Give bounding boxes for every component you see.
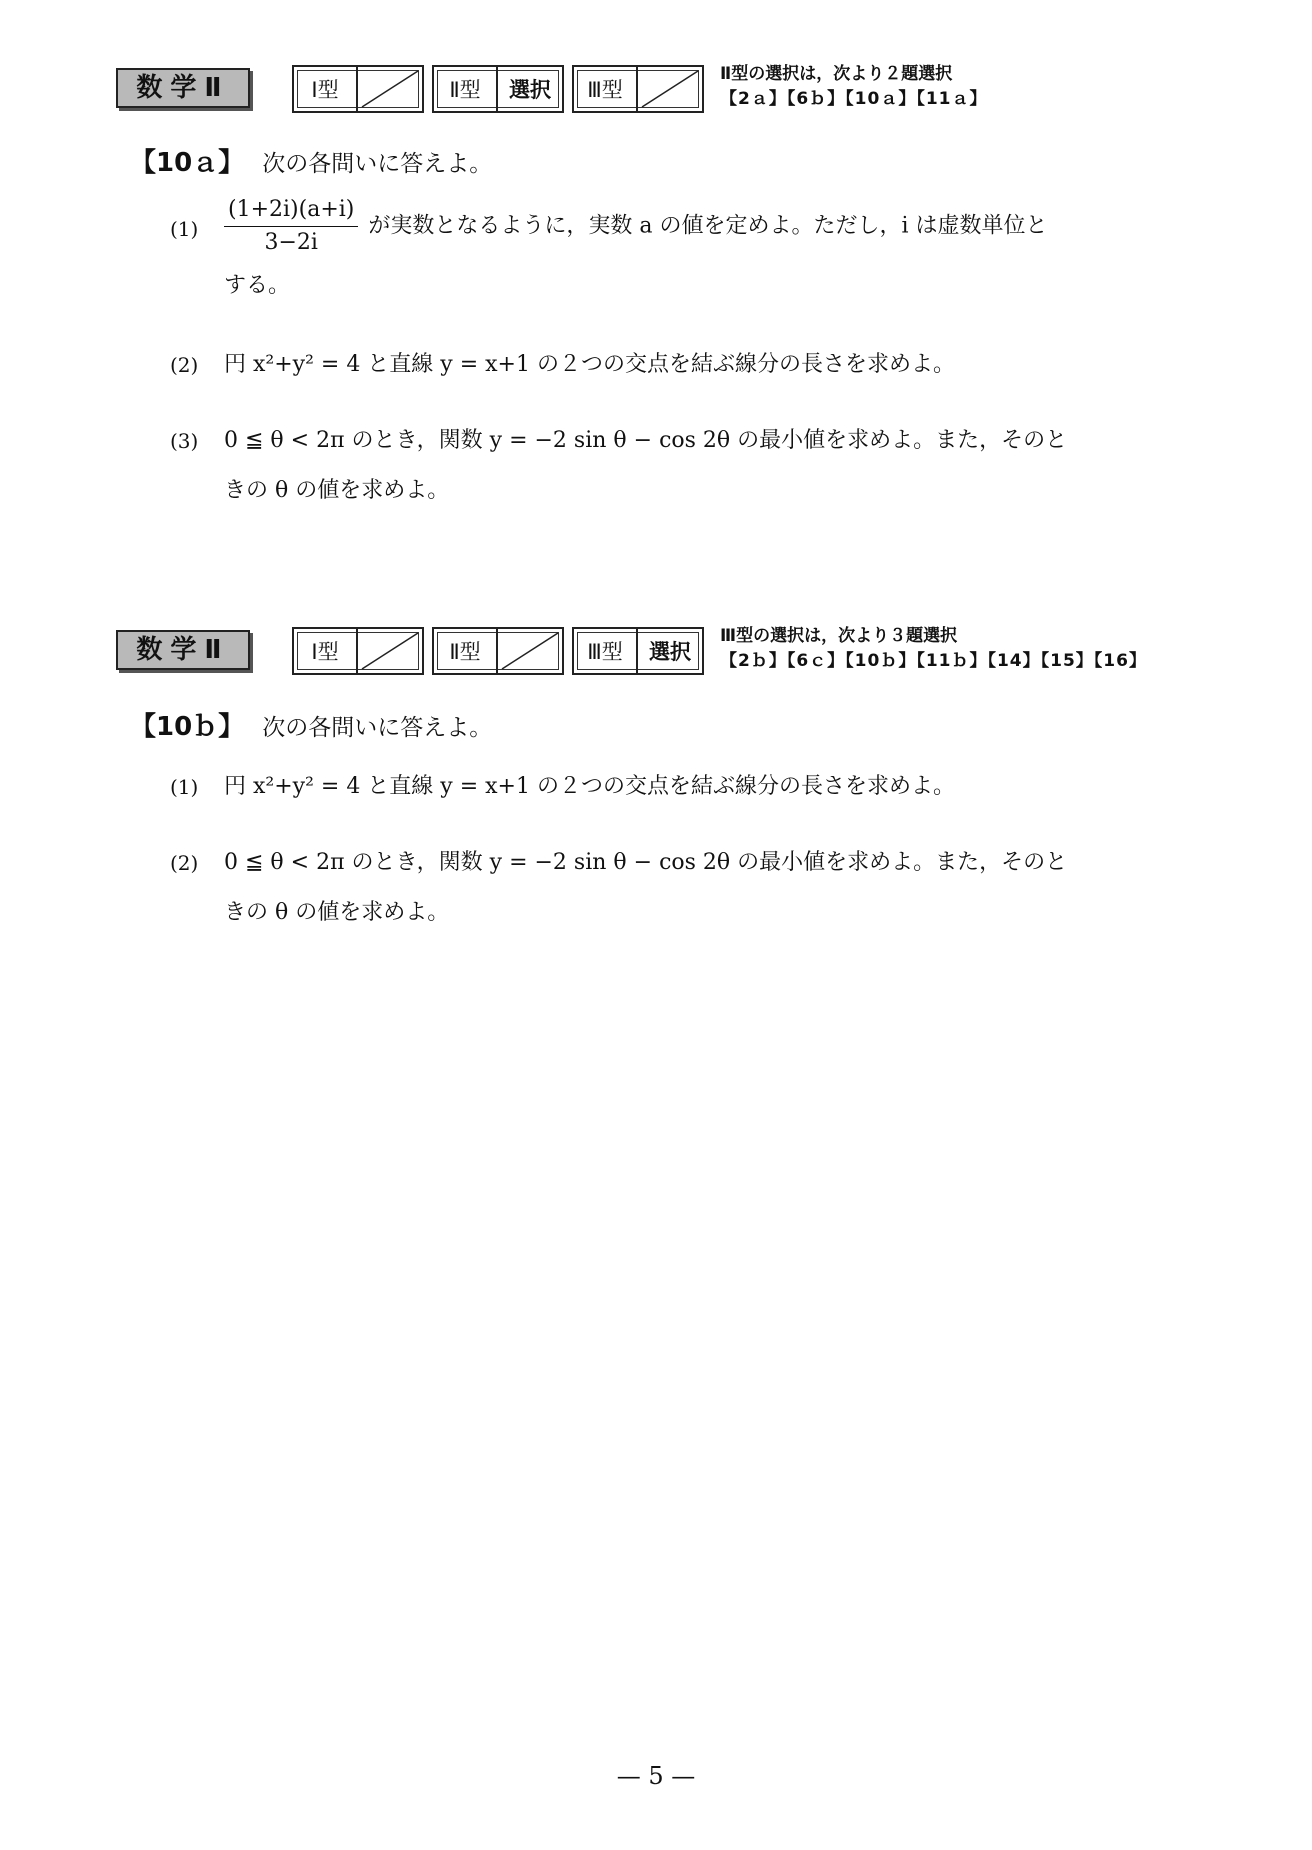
type1-box [292, 65, 424, 113]
question-10a-item-1 [170, 194, 1200, 311]
type2-label: Ⅱ型 [434, 67, 498, 111]
type1-label: Ⅰ型 [294, 629, 358, 673]
item-text-line1: が実数となるように，実数 a の値を定めよ。ただし，i は虚数単位と [368, 213, 1048, 239]
type1-label: Ⅰ型 [294, 67, 358, 111]
item-number: (3) [170, 429, 199, 453]
fraction-denominator: 3−2i [264, 230, 318, 255]
question-10a-item-2 [170, 340, 1200, 390]
type1-slash [358, 67, 422, 111]
question-10b-heading [130, 706, 492, 743]
type2-box [432, 65, 564, 113]
subject-label: 数学Ⅱ [116, 630, 250, 670]
selection-note-line2: 【2ｂ】【6ｃ】【10ｂ】【11ｂ】【14】【15】【16】 [720, 651, 1147, 671]
question-10a-heading [130, 142, 492, 179]
type3-slash [638, 67, 702, 111]
type2-box [432, 627, 564, 675]
type2-selected: 選択 [509, 78, 551, 102]
item-number: (2) [170, 353, 199, 377]
type2-slash [498, 629, 562, 673]
type3-box [572, 627, 704, 675]
page-number: — 5 — [616, 1762, 696, 1790]
question-instruction: 次の各問いに答えよ。 [262, 715, 493, 741]
type3-label: Ⅲ型 [574, 629, 638, 673]
item-text-line2: きの θ の値を求めよ。 [224, 478, 450, 503]
item-text-line2: する。 [224, 273, 291, 298]
section-b-header [116, 624, 1216, 676]
question-10b-item-1 [170, 762, 1200, 812]
type3-selected: 選択 [649, 640, 691, 664]
selection-note [720, 62, 1180, 112]
fraction-numerator: (1+2i)(a+i) [224, 194, 358, 227]
item-text: 円 x²+y² = 4 と直線 y = x+1 の２つの交点を結ぶ線分の長さを求めよ。 [224, 774, 955, 799]
type3-label: Ⅲ型 [574, 67, 638, 111]
item-text-line2: きの θ の値を求めよ。 [224, 900, 450, 925]
question-number: 【10ｂ】 [130, 712, 245, 742]
item-number: (1) [170, 217, 199, 241]
selection-note-line1: Ⅱ型の選択は，次より２題選択 [720, 64, 953, 84]
question-10b-item-2 [170, 838, 1200, 938]
item-text-line1: 0 ≦ θ < 2π のとき，関数 y = −2 sin θ − cos 2θ の最小値を求めよ。また，そのと [224, 850, 1068, 875]
item-number: (1) [170, 775, 199, 799]
selection-note-line2: 【2ａ】【6ｂ】【10ａ】【11ａ】 [720, 89, 988, 109]
item-number: (2) [170, 851, 199, 875]
question-number: 【10ａ】 [130, 148, 245, 178]
fraction [224, 194, 358, 259]
subject-label: 数学Ⅱ [116, 68, 250, 108]
section-a-header [116, 62, 1216, 114]
type3-box [572, 65, 704, 113]
question-10a-item-3 [170, 416, 1200, 516]
type1-slash [358, 629, 422, 673]
selection-note-line1: Ⅲ型の選択は，次より３題選択 [720, 626, 958, 646]
item-text: 円 x²+y² = 4 と直線 y = x+1 の２つの交点を結ぶ線分の長さを求めよ。 [224, 352, 955, 377]
item-text-line1: 0 ≦ θ < 2π のとき，関数 y = −2 sin θ − cos 2θ の最小値を求めよ。また，そのと [224, 428, 1068, 453]
selection-note [720, 624, 1180, 674]
type2-label: Ⅱ型 [434, 629, 498, 673]
type1-box [292, 627, 424, 675]
question-instruction: 次の各問いに答えよ。 [262, 151, 493, 177]
